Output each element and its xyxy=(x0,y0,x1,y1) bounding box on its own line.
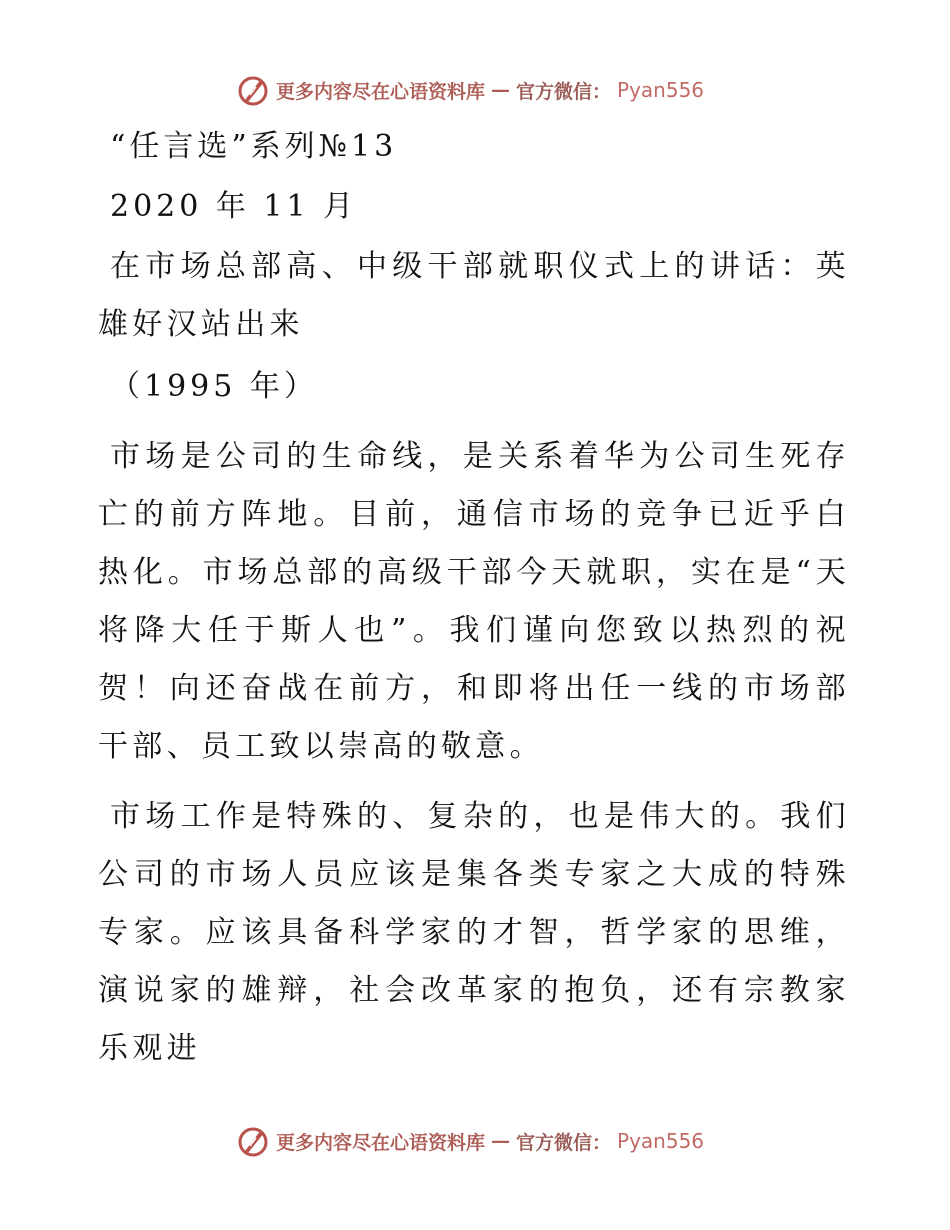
watermark-wechat-id: Pyan556 xyxy=(617,78,705,102)
watermark-text: 更多内容尽在心语资料库 xyxy=(276,80,486,103)
watermark-dash: — xyxy=(491,1130,511,1152)
paragraph-2 xyxy=(98,788,850,1078)
speech-year: （1995 年） xyxy=(110,369,318,404)
paragraph-1 xyxy=(98,428,850,776)
document-date: 2020 年 11 月 xyxy=(110,189,358,224)
watermark-wechat-label: 官方微信： xyxy=(516,80,612,103)
feather-pen-logo-icon xyxy=(236,73,270,107)
watermark-wechat-id: Pyan556 xyxy=(617,1129,705,1153)
speech-title xyxy=(98,238,850,354)
feather-pen-logo-icon xyxy=(236,1124,270,1158)
paragraph-1-text: 市场是公司的生命线，是关系着华为公司生死存亡的前方阵地。目前，通信市场的竞争已近乎白热化。市场总部的高级干部今天就职，实在是“天将降大任于斯人也”。我们谨向您致以热烈的祝贺！向还奋战在前方，和即将出任一线的市场部干部、员工致以崇高的敬意。 xyxy=(98,439,850,764)
header-watermark xyxy=(236,72,756,108)
paragraph-2-text: 市场工作是特殊的、复杂的，也是伟大的。我们公司的市场人员应该是集各类专家之大成的特殊专家。应该具备科学家的才智，哲学家的思维，演说家的雄辩，社会改革家的抱负，还有宗教家乐观进 xyxy=(98,799,850,1066)
watermark-text: 更多内容尽在心语资料库 xyxy=(276,1131,486,1154)
watermark-wechat-label: 官方微信： xyxy=(516,1131,612,1154)
speech-title-text: 在市场总部高、中级干部就职仪式上的讲话：英雄好汉站出来 xyxy=(98,249,850,342)
footer-watermark xyxy=(236,1123,756,1159)
document-body xyxy=(98,118,850,1078)
series-label: “任言选”系列№13 xyxy=(110,129,398,164)
watermark-dash: — xyxy=(491,79,511,101)
